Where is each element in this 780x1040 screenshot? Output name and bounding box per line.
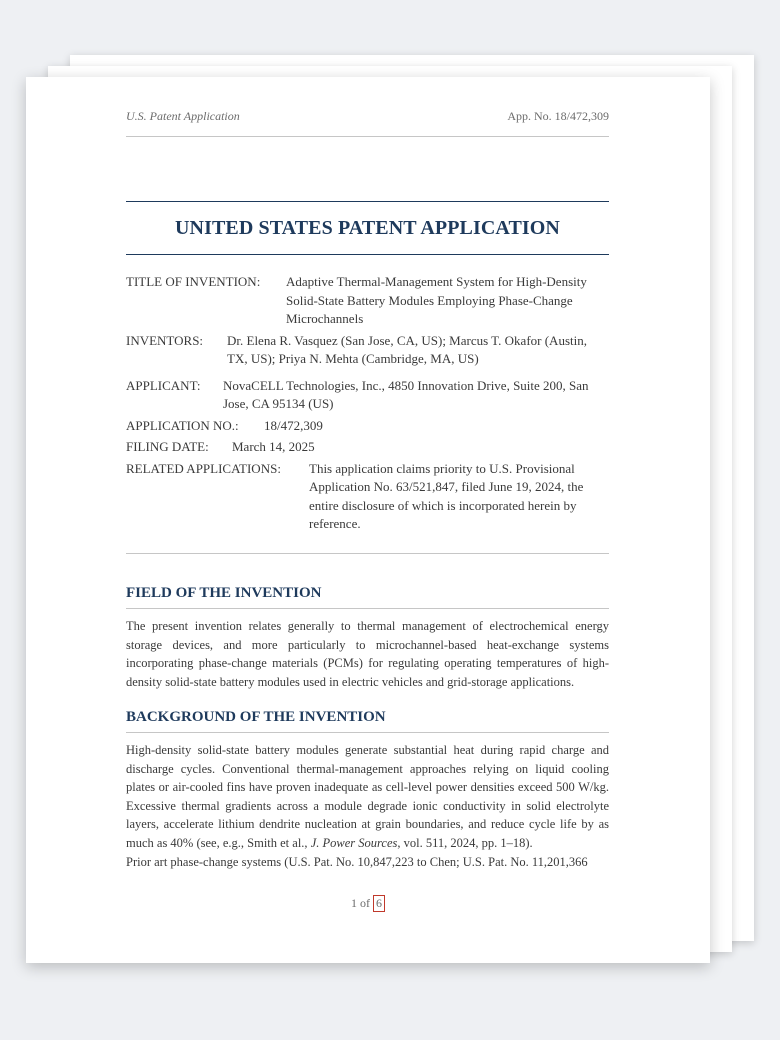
meta-inventors-row [126, 332, 609, 369]
related-applications: This application claims priority to U.S. Provisional Application No. 63/521,847, filed June 19, 2024, the entire disclosure of which is incorporated herein by reference. [309, 460, 584, 531]
document-title-block [126, 201, 609, 255]
meta-label: RELATED APPLICATIONS: [126, 460, 281, 476]
applicant-name: NovaCELL Technologies, Inc., 4850 Innovation Drive, Suite 200, San Jose, CA 95134 (US) [223, 377, 589, 411]
meta-label: INVENTORS: [126, 332, 204, 348]
meta-label: TITLE OF INVENTION: [126, 274, 261, 289]
invention-title: Adaptive Thermal-Management System for High-Density Solid-State Battery Modules Employing Phase-Change Microchannels [286, 274, 587, 326]
page-total-link[interactable]: 6 [373, 895, 385, 912]
journal-name: J. Power Sources [310, 835, 398, 850]
field-paragraph: The present invention relates generally to thermal management of electrochemical energy storage devices, and more particularly to microchannel-based heat-exchange systems incorporating phase-change materials (PCMs) for regulating operating temperatures of high-density solid-state battery modules used in electric vehicles and grid-storage applications. [126, 619, 609, 689]
meta-label: APPLICATION NO.: [126, 417, 239, 433]
meta-title-row [126, 273, 609, 329]
background-text: , vol. 511, 2024, pp. 1–18). [397, 835, 533, 850]
field-body [126, 617, 609, 691]
document-title: UNITED STATES PATENT APPLICATION [175, 216, 560, 239]
meta-label: FILING DATE: [126, 439, 209, 454]
meta-label: APPLICANT: [126, 377, 201, 393]
inventors-list: Dr. Elena R. Vasquez (San Jose, CA, US); Marcus T. Okafor (Austin, TX, US); Priya N. Mehta (Cambridge, MA, US) [227, 332, 587, 366]
background-body [126, 741, 609, 871]
header-left-text: U.S. Patent Application [126, 109, 240, 123]
application-number: 18/472,309 [264, 417, 323, 433]
meta-appno-row [126, 417, 609, 436]
running-header [126, 109, 609, 137]
document-page [26, 77, 710, 963]
background-paragraph-2: Prior art phase-change systems (U.S. Pat. No. 10,847,223 to Chen; U.S. Pat. No. 11,201,366 [126, 854, 588, 869]
section-divider [126, 553, 609, 554]
bibliographic-data [126, 273, 609, 537]
meta-filing-row [126, 438, 609, 457]
background-text: High-density solid-state battery modules generate substantial heat during rapid charge and discharge cycles. Conventional thermal-management approaches relying on liquid cooling plates or air-cooled fins have proven inadequate as cell-level power densities exceed 500 W/kg. Excessive thermal gradients across a module degrade ionic conductivity in solid electrolyte layers, accelerate lithium dendrite nucleation at grain boundaries, and reduce cycle life by as much as 40% (see, e.g., Smith et al., [126, 743, 609, 850]
meta-applicant-row [126, 377, 609, 414]
meta-related-row [126, 460, 609, 534]
background-heading: BACKGROUND OF THE INVENTION [126, 709, 609, 733]
page-indicator-prefix: 1 of [351, 896, 370, 910]
header-app-number: App. No. 18/472,309 [507, 109, 609, 123]
background-paragraph-1 [126, 741, 609, 853]
field-heading: FIELD OF THE INVENTION [126, 585, 609, 609]
filing-date: March 14, 2025 [232, 439, 315, 454]
page-indicator [26, 895, 710, 912]
